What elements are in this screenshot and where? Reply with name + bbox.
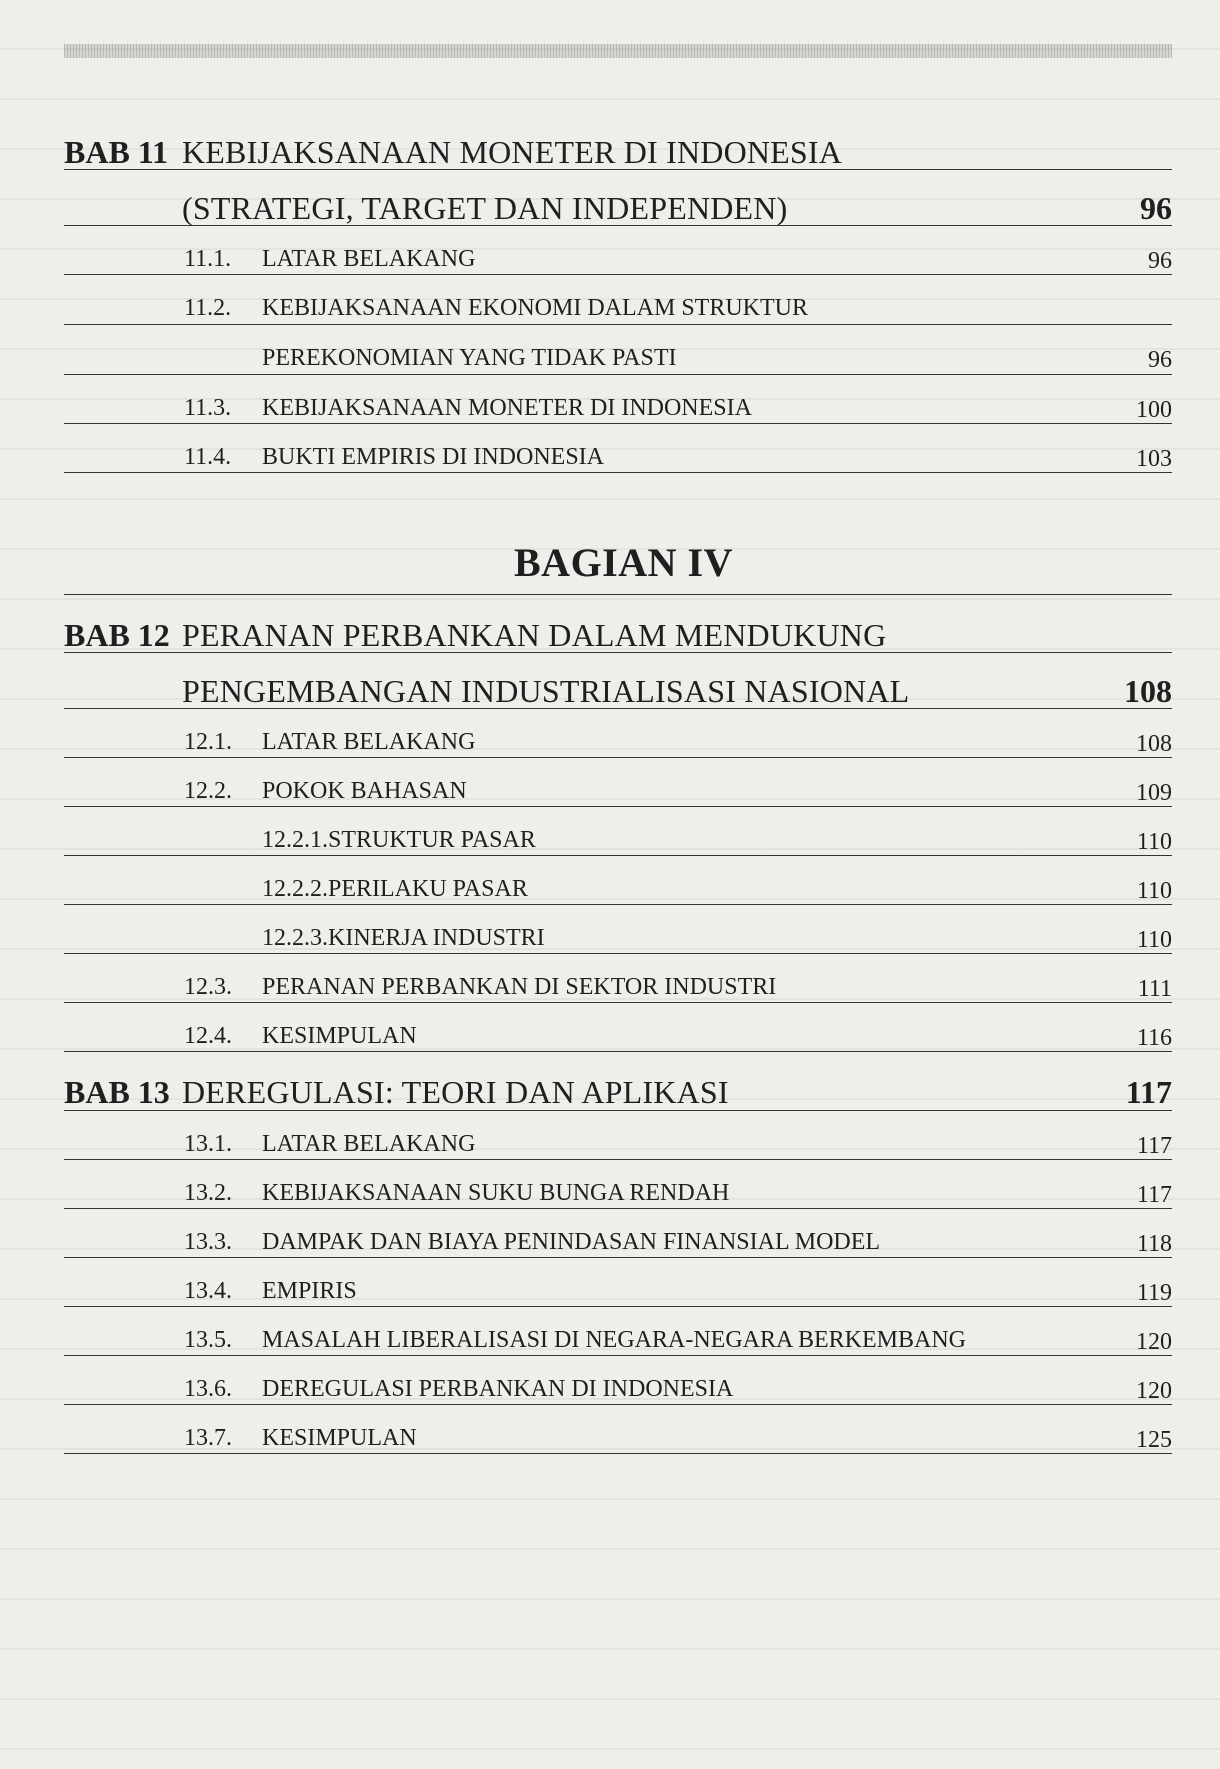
toc-entry <box>64 226 1172 275</box>
part-title: BAGIAN IV <box>514 540 733 585</box>
toc-entry <box>64 1209 1172 1258</box>
section-page-number: 118 <box>1136 1231 1172 1257</box>
section-page-number: 117 <box>1136 1133 1172 1159</box>
section-title: LATAR BELAKANG <box>262 1131 476 1157</box>
toc-entry-line2 <box>64 325 1172 375</box>
chapter-heading-line1 <box>64 595 1172 653</box>
section-number: 13.3. <box>184 1229 232 1255</box>
section-title: LATAR BELAKANG <box>262 729 476 755</box>
chapter-label: BAB 12 <box>64 617 170 653</box>
section-number: 13.6. <box>184 1376 232 1402</box>
section-number: 13.2. <box>184 1180 232 1206</box>
chapter-heading-line1 <box>64 1052 1172 1110</box>
section-title: DAMPAK DAN BIAYA PENINDASAN FINANSIAL MODEL <box>262 1229 881 1255</box>
toc-entry <box>64 1111 1172 1160</box>
chapter-label: BAB 13 <box>64 1074 170 1110</box>
section-page-number: 116 <box>1136 1025 1172 1051</box>
toc-entry <box>64 1258 1172 1307</box>
section-number: 12.1. <box>184 729 232 755</box>
section-title: PERANAN PERBANKAN DI SEKTOR INDUSTRI <box>262 974 777 1000</box>
chapter-13 <box>64 1052 1172 1111</box>
chapter-heading-line1 <box>64 112 1172 170</box>
section-number: 12.2. <box>184 778 232 804</box>
toc-entry <box>64 1003 1172 1052</box>
chapter-heading-line2 <box>64 170 1172 225</box>
page-header-band <box>64 44 1172 58</box>
section-number: 11.4. <box>184 444 232 470</box>
chapter-subtitle: PENGEMBANGAN INDUSTRIALISASI NASIONAL <box>182 673 910 709</box>
section-page-number: 125 <box>1136 1427 1172 1453</box>
toc-entry <box>64 1160 1172 1209</box>
section-page-number: 110 <box>1136 829 1172 855</box>
section-number: 11.2. <box>184 295 232 321</box>
part-heading <box>64 519 1172 595</box>
toc-entry <box>64 709 1172 758</box>
section-number: 12.3. <box>184 974 232 1000</box>
section-page-number: 117 <box>1136 1182 1172 1208</box>
section-number: 12.4. <box>184 1023 232 1049</box>
chapter-11 <box>64 112 1172 226</box>
section-page-number: 111 <box>1137 976 1172 1002</box>
section-title: BUKTI EMPIRIS DI INDONESIA <box>262 444 604 470</box>
chapter-heading-line2 <box>64 653 1172 708</box>
section-title: KEBIJAKSANAAN SUKU BUNGA RENDAH <box>262 1180 730 1206</box>
section-number: 13.7. <box>184 1425 232 1451</box>
subsection-title: 12.2.1.STRUKTUR PASAR <box>262 827 536 853</box>
section-title: KEBIJAKSANAAN EKONOMI DALAM STRUKTUR <box>262 295 808 321</box>
section-page-number: 108 <box>1136 731 1172 757</box>
section-page-number: 120 <box>1136 1378 1172 1404</box>
section-title: POKOK BAHASAN <box>262 778 467 804</box>
toc-entry <box>64 954 1172 1003</box>
section-title: KESIMPULAN <box>262 1425 417 1451</box>
chapter-page-number: 108 <box>1124 673 1172 709</box>
section-page-number: 110 <box>1136 927 1172 953</box>
section-number: 13.4. <box>184 1278 232 1304</box>
section-page-number: 103 <box>1136 446 1172 472</box>
section-page-number: 120 <box>1136 1329 1172 1355</box>
section-page-number: 109 <box>1136 780 1172 806</box>
section-page-number: 96 <box>1148 248 1172 274</box>
section-page-number: 96 <box>1148 347 1172 373</box>
toc-entry <box>64 758 1172 807</box>
subsection-title: 12.2.2.PERILAKU PASAR <box>262 876 528 902</box>
section-title: DEREGULASI PERBANKAN DI INDONESIA <box>262 1376 734 1402</box>
toc-entry <box>64 1356 1172 1405</box>
toc-subentry <box>64 856 1172 905</box>
chapter-title: DEREGULASI: TEORI DAN APLIKASI <box>182 1074 729 1110</box>
chapter-label: BAB 11 <box>64 134 169 170</box>
toc-subentry <box>64 905 1172 954</box>
section-page-number: 100 <box>1136 397 1172 423</box>
section-page-number: 110 <box>1136 878 1172 904</box>
chapter-subtitle: (STRATEGI, TARGET DAN INDEPENDEN) <box>182 190 788 226</box>
section-number: 13.1. <box>184 1131 232 1157</box>
toc-entry <box>64 424 1172 473</box>
section-number: 13.5. <box>184 1327 232 1353</box>
section-title: KEBIJAKSANAAN MONETER DI INDONESIA <box>262 395 752 421</box>
chapter-title: PERANAN PERBANKAN DALAM MENDUKUNG <box>182 617 887 653</box>
toc-subentry <box>64 807 1172 856</box>
section-number: 11.1. <box>184 246 232 272</box>
table-of-contents <box>64 112 1172 1454</box>
toc-entry <box>64 275 1172 375</box>
section-page-number: 119 <box>1136 1280 1172 1306</box>
section-title: KESIMPULAN <box>262 1023 417 1049</box>
section-title: MASALAH LIBERALISASI DI NEGARA-NEGARA BERKEMBANG <box>262 1327 967 1353</box>
section-title: EMPIRIS <box>262 1278 357 1304</box>
toc-entry <box>64 375 1172 424</box>
toc-entry-line1 <box>64 275 1172 325</box>
section-number: 11.3. <box>184 395 232 421</box>
chapter-title: KEBIJAKSANAAN MONETER DI INDONESIA <box>182 134 843 170</box>
section-title-continued: PEREKONOMIAN YANG TIDAK PASTI <box>262 345 677 371</box>
subsection-title: 12.2.3.KINERJA INDUSTRI <box>262 925 545 951</box>
section-title: LATAR BELAKANG <box>262 246 476 272</box>
chapter-page-number: 96 <box>1140 190 1172 226</box>
toc-entry <box>64 1307 1172 1356</box>
chapter-page-number: 117 <box>1125 1074 1172 1110</box>
toc-entry <box>64 1405 1172 1454</box>
chapter-12 <box>64 595 1172 709</box>
